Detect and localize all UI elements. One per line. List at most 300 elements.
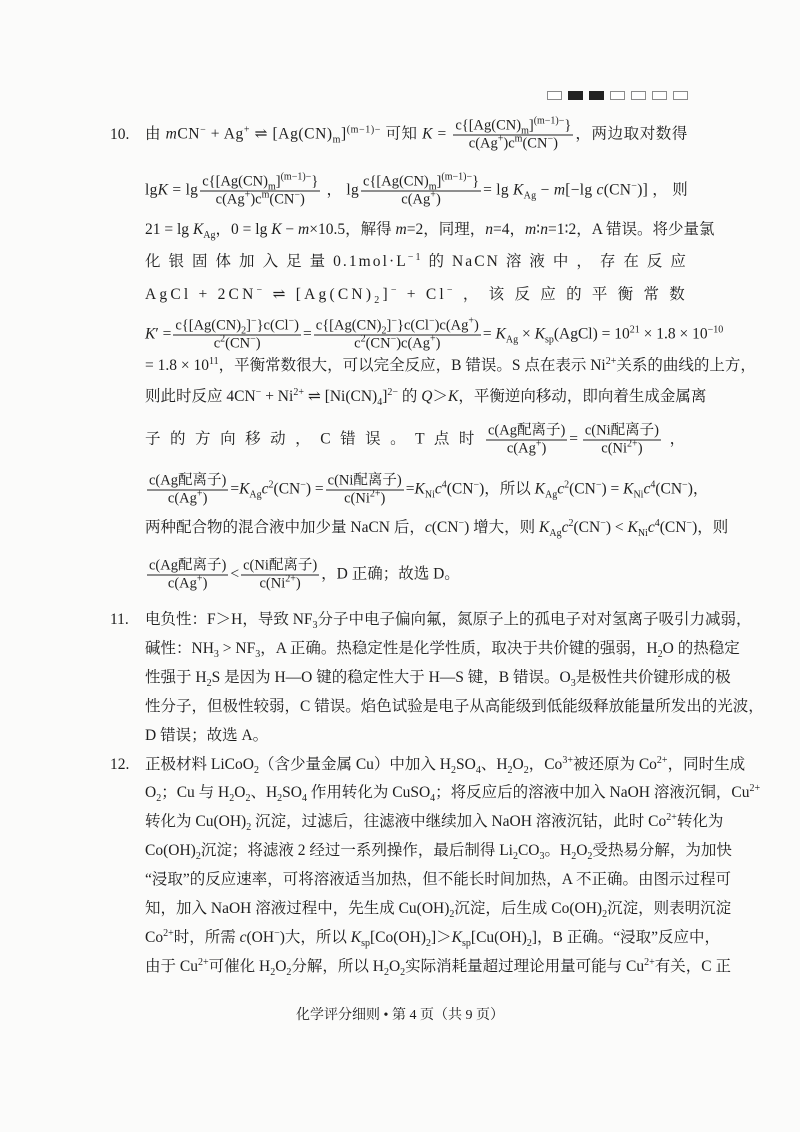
text-line (145, 697, 764, 717)
text-run: =2，同理， (406, 221, 486, 238)
text-run: c(Ag (215, 191, 245, 208)
fraction (326, 473, 404, 508)
subscript: 3 (539, 851, 545, 863)
text-run: =4， (492, 221, 525, 238)
text-run: ) (294, 317, 300, 334)
text-run: c(Ni (344, 490, 370, 507)
fraction (147, 558, 228, 593)
text-run: 实际消耗量超过理论用量可能与 Cu (405, 957, 645, 975)
superscript: − (250, 315, 257, 327)
fraction (147, 473, 228, 508)
text-run: c(Ag配离子) (487, 422, 566, 439)
text-run: 的 (398, 388, 422, 405)
superscript: − (595, 479, 602, 491)
text-run: =1∶2，A 错误。将少量氯 (547, 221, 715, 238)
subscript: 2 (245, 793, 251, 805)
text-run: ∶ (536, 221, 541, 238)
subscript: m (332, 134, 341, 146)
subscript: Ni (633, 489, 644, 501)
text-run: c(Ni (601, 440, 628, 457)
text-run: [Co(OH) (370, 928, 426, 946)
text-run: c{[Ag(CN) (175, 317, 242, 334)
text-run: SO (282, 784, 302, 802)
subscript: 2 (246, 822, 252, 834)
text-run: ， 该 反 应 的 平 衡 常 数 (455, 286, 689, 303)
text-run: ，D 正确；故选 D。 (321, 565, 460, 583)
page-footer: 化学评分细则 • 第 4 页（共 9 页） (296, 1008, 504, 1023)
fraction-denominator (147, 490, 228, 508)
text-run: 关系的曲线的上方， (616, 357, 756, 374)
text-run: 化 银 固 体 加 入 足 量 0.1mol·L (145, 253, 408, 270)
fraction (486, 423, 567, 458)
text-run: O (512, 755, 524, 773)
superscript: (m−1)− (280, 171, 312, 183)
text-run: ⇌ [Ag(CN) (265, 286, 375, 303)
text-run: )大，所以 (279, 928, 351, 946)
superscript: − (250, 333, 256, 345)
subscript: 2 (602, 909, 608, 921)
subscript: 2 (229, 793, 235, 805)
subscript: 4 (377, 397, 383, 409)
math-variable: K (422, 125, 434, 143)
text-run: O (234, 784, 246, 802)
text-run: 有关，C 正 (654, 957, 731, 975)
subscript: 2 (277, 793, 283, 805)
superscript: 2+ (197, 956, 209, 968)
superscript: (m−1)− (533, 115, 565, 127)
text-run: ) (637, 440, 643, 457)
text-run: ] (341, 125, 347, 143)
math-variable: m (298, 221, 310, 238)
math-variable: c (261, 480, 269, 498)
math-variable: K (145, 325, 156, 343)
text-run: ⇌ [Ni(CN) (303, 388, 378, 405)
subscript: m (521, 125, 529, 137)
subscript: 2 (286, 966, 292, 978)
text-run: }c(Cl (256, 317, 289, 334)
text-run: c{[Ag(CN) (363, 173, 429, 190)
text-run: ) = (305, 480, 324, 498)
superscript: + (430, 333, 436, 345)
fraction (361, 171, 481, 209)
text-run: (CN (522, 135, 548, 152)
fraction-numerator (241, 558, 319, 575)
subscript: Ag (505, 334, 519, 346)
superscript: 3+ (562, 754, 573, 766)
text-run: ) (299, 191, 305, 208)
math-variable: K (627, 519, 638, 536)
fraction-denominator (486, 440, 567, 458)
subscript: sp (361, 937, 371, 949)
math-variable: K (239, 480, 250, 498)
superscript: − (631, 180, 638, 192)
text-run: ；将反应后的溶液中加入 NaOH 溶液沉铜，Cu (435, 784, 750, 802)
text-run: D 错误；故选 A。 (145, 726, 269, 744)
text-line (145, 252, 688, 272)
fraction (583, 423, 661, 458)
fraction-numerator (200, 171, 320, 193)
text-run: } (472, 173, 480, 190)
text-run: c(Ag (468, 135, 498, 152)
superscript: − (200, 124, 207, 136)
text-run: ，平衡常数很大，可以完全反应，B 错误。S 点在表示 Ni (218, 357, 606, 374)
superscript: + (430, 189, 436, 201)
superscript: − (255, 386, 262, 398)
superscript: 2 (220, 333, 226, 345)
text-run: 由于 Cu (145, 957, 198, 975)
superscript: 21 (629, 324, 640, 336)
superscript: 2+ (749, 783, 761, 795)
superscript: 2+ (163, 927, 174, 939)
fraction-denominator (583, 440, 661, 458)
text-run: O (275, 957, 287, 975)
fraction-numerator (147, 473, 228, 490)
math-variable: K (192, 221, 204, 238)
superscript: m (261, 189, 270, 201)
text-run: ， lg (322, 181, 360, 199)
text-run: (CN (365, 335, 391, 352)
text-line (145, 423, 688, 458)
progress-mark (547, 91, 562, 100)
text-run: )] ， 则 (637, 181, 688, 199)
text-run: = (405, 480, 415, 498)
text-run: c(Ni配离子) (327, 472, 402, 489)
fraction-numerator (583, 423, 661, 440)
text-run: 。H (544, 842, 572, 860)
text-run: ，同时生成 (667, 755, 746, 773)
subscript: sp (462, 937, 471, 949)
text-run: c(Ni配离子) (584, 422, 659, 439)
text-run: ) (295, 575, 301, 592)
text-run: ， (662, 430, 688, 448)
text-run: “浸取”的反应速率，可将溶液适当加热，但不能长时间加热，A 不正确。由图示过程可 (145, 871, 731, 889)
math-variable: K (451, 928, 462, 946)
subscript: 2 (241, 325, 247, 337)
text-run: ；Cu 与 H (161, 784, 230, 802)
subscript: 3 (312, 620, 318, 632)
subscript: 4 (301, 793, 307, 805)
fraction-denominator (200, 191, 320, 209)
subscript: 2 (587, 851, 593, 863)
text-run: 沉淀，过滤后，往滤液中继续加入 NaOH 溶液沉钴，此时 Co (251, 813, 667, 831)
math-variable: K (534, 325, 545, 343)
text-run: ) (435, 335, 441, 352)
text-run: ] (528, 117, 534, 134)
text-run: O (145, 784, 157, 802)
superscript: − (390, 333, 397, 345)
text-run: ) (541, 440, 547, 457)
subscript: 3 (213, 648, 219, 660)
subscript: 2 (400, 966, 406, 978)
text-run: (CN (225, 335, 251, 352)
text-run: − (536, 181, 554, 199)
subscript: Ag (249, 489, 262, 501)
text-line (145, 610, 752, 630)
subscript: 2 (270, 966, 276, 978)
text-run: ) (435, 191, 441, 208)
text-run: 作用转化为 CuSO (306, 784, 431, 802)
text-run: ) 增大，则 (464, 519, 540, 536)
text-run: (CN (431, 519, 459, 536)
text-line (145, 220, 714, 240)
math-variable: c (643, 480, 651, 498)
superscript: − (256, 284, 266, 296)
text-run: SO (455, 755, 476, 773)
superscript: + (497, 133, 504, 145)
text-run: = (569, 430, 581, 448)
text-run: ] (382, 286, 391, 303)
text-run: ) (255, 335, 261, 352)
text-run: ) < (605, 519, 628, 536)
text-run: (CN (573, 519, 601, 536)
text-run: (CN (569, 480, 596, 498)
superscript: −10 (707, 324, 724, 336)
text-run: [Cu(OH) (470, 928, 527, 946)
text-run: = lg (168, 181, 199, 199)
math-variable: c (557, 480, 565, 498)
math-variable: n (540, 221, 548, 238)
fraction-numerator (361, 171, 481, 193)
text-run: O (388, 957, 401, 975)
math-variable: Q (421, 388, 433, 405)
text-run: ，两边取对数得 (575, 125, 688, 143)
text-line (145, 870, 731, 890)
math-variable: K (534, 480, 545, 498)
superscript: − (458, 517, 465, 529)
text-run: )c(Ag (396, 335, 431, 352)
question-number: 12. (110, 755, 130, 773)
question-number: 11. (110, 611, 129, 628)
text-run: 时，所需 (173, 928, 240, 946)
text-run: ] (386, 317, 392, 334)
text-run: 可催化 H (208, 957, 271, 975)
text-line (145, 315, 724, 353)
subscript: 2 (206, 677, 212, 689)
text-run: c{[Ag(CN) (315, 317, 382, 334)
fraction-numerator (453, 115, 573, 137)
math-variable: K (513, 181, 524, 199)
superscript: 2+ (293, 386, 304, 398)
text-run: c{[Ag(CN) (202, 173, 268, 190)
fraction-denominator (453, 135, 573, 153)
subscript: m (428, 181, 437, 193)
superscript: + (244, 189, 251, 201)
text-run: (CN (655, 480, 683, 498)
math-variable: n (485, 221, 493, 238)
superscript: − (428, 315, 435, 327)
subscript: m (267, 181, 276, 193)
text-run: ，0 = lg (215, 221, 272, 238)
text-line (145, 755, 745, 775)
text-line (145, 171, 688, 209)
text-run: 沉淀；将滤液 2 经过一系列操作，最后制得 Li (200, 842, 513, 860)
superscript: − (274, 927, 280, 939)
math-variable: K (414, 480, 425, 498)
progress-mark (631, 91, 646, 100)
superscript: − (391, 315, 397, 327)
math-variable: K (271, 221, 282, 238)
subscript: 4 (475, 764, 481, 776)
superscript: 2+ (656, 754, 668, 766)
text-line (145, 639, 740, 659)
text-run: ，A 正确。热稳定性是化学性质，取决于共价键的强弱，H (260, 639, 658, 657)
text-line (145, 957, 731, 977)
text-run: (CN (659, 519, 687, 536)
text-run: 性强于 H (145, 668, 207, 686)
text-run: (CN (273, 480, 301, 498)
text-run: ⇌ [Ag(CN) (250, 125, 333, 143)
text-run: (AgCl) = 10 (553, 325, 630, 343)
superscript: − (288, 315, 295, 327)
text-run: ) (202, 575, 208, 592)
text-run: < (230, 565, 240, 583)
text-run: ＞ (432, 388, 449, 405)
text-run: 21 = lg (145, 221, 193, 238)
page-progress-marks (547, 91, 688, 100)
math-variable: c (596, 181, 604, 199)
superscript: + (243, 124, 251, 136)
superscript: 2 (564, 479, 570, 491)
text-run: c(Ag (506, 440, 536, 457)
text-run: 转化为 (676, 813, 724, 831)
text-run: (CN (446, 480, 474, 498)
superscript: 2+ (644, 956, 655, 968)
progress-mark (673, 91, 688, 100)
text-run: c(Ag配离子) (149, 557, 227, 574)
superscript: + (196, 488, 203, 500)
text-run: (CN (603, 181, 632, 199)
text-run: ) (553, 135, 558, 152)
superscript: + (535, 438, 542, 450)
text-run: [−lg (565, 181, 597, 199)
text-run: O 的热稳定 (662, 639, 740, 657)
text-run: 两种配合物的混合液中加少量 NaCN 后， (145, 519, 425, 536)
superscript: + (468, 315, 475, 327)
fraction (241, 558, 319, 593)
fraction-denominator (241, 575, 319, 593)
text-run: ) (380, 490, 386, 507)
text-line (145, 115, 688, 153)
text-run: Co (145, 928, 164, 946)
text-run: Co(OH) (145, 842, 196, 860)
text-run: CO (517, 842, 540, 860)
text-line (145, 899, 731, 919)
math-variable: K (448, 388, 459, 405)
text-run: lg (145, 181, 158, 199)
superscript: 2+ (369, 488, 381, 500)
subscript: 2 (195, 851, 201, 863)
text-line (145, 928, 720, 948)
superscript: 4 (650, 479, 656, 491)
subscript: sp (544, 334, 554, 346)
text-run: 则此时反应 4CN (145, 388, 256, 405)
fraction-numerator (486, 423, 567, 440)
subscript: 2 (523, 764, 529, 776)
subscript: 2 (450, 764, 456, 776)
math-variable: K (539, 519, 550, 536)
text-run: ] (436, 173, 442, 190)
superscript: + (196, 573, 203, 585)
text-run: = 1.8 × 10 (145, 357, 209, 374)
text-run: ×10.5，解得 (309, 221, 396, 238)
subscript: 3 (570, 677, 576, 689)
text-run: O (576, 842, 588, 860)
text-run: } (564, 117, 572, 134)
text-run: + Cl (399, 286, 447, 303)
text-line (145, 518, 728, 538)
text-run: ] (246, 317, 251, 334)
text-run: × (518, 325, 535, 343)
superscript: − (686, 517, 693, 529)
text-run: ] (382, 388, 388, 405)
text-line (145, 285, 688, 305)
superscript: (m−1)− (346, 124, 381, 136)
superscript: 2+ (627, 438, 638, 450)
text-run: = (482, 325, 496, 343)
subscript: 2 (383, 966, 389, 978)
subscript: 2 (526, 937, 532, 949)
fraction-numerator (173, 315, 301, 337)
text-run: )，则 (692, 519, 729, 536)
text-run: （含少量金属 Cu）中加入 H (258, 755, 451, 773)
text-run: 受热易分解，为加快 (592, 842, 732, 860)
math-variable: m (165, 125, 178, 143)
subscript: 2 (571, 851, 577, 863)
subscript: 2 (507, 764, 513, 776)
superscript: 2 (360, 333, 366, 345)
text-run: 是极性共价键形成的极 (575, 668, 731, 686)
superscript: − (390, 284, 400, 296)
text-run: CN (177, 125, 201, 143)
math-variable: K (623, 480, 634, 498)
subscript: 2 (449, 909, 455, 921)
superscript: − (446, 284, 456, 296)
text-run: c(Ag配离子) (149, 472, 227, 489)
math-variable: K (157, 181, 169, 199)
text-line (145, 668, 731, 688)
text-line (145, 783, 760, 803)
text-run: > NF (218, 639, 256, 657)
subscript: Ni (424, 489, 435, 501)
superscript: 2+ (285, 573, 296, 585)
text-line (145, 558, 460, 593)
text-run: c (213, 335, 221, 352)
text-line (145, 726, 268, 746)
text-run: 沉淀，则表明沉淀 (607, 900, 732, 917)
text-run: ′ = (155, 325, 172, 343)
superscript: 2 (268, 479, 274, 491)
text-run: c(Ag (167, 490, 197, 507)
text-run: × 1.8 × 10 (639, 325, 708, 343)
superscript: − (473, 479, 480, 491)
text-run: 知，加入 NaOH 溶液过程中，先生成 Cu(OH) (145, 900, 450, 917)
text-run: 由 (145, 125, 166, 143)
superscript: 4 (654, 517, 660, 529)
superscript: − (300, 479, 306, 491)
text-run: 性分子，但极性较弱，C 错误。焰色试验是电子从高能级到低能级释放能量所发出的光波， (145, 697, 764, 715)
superscript: −1 (407, 251, 423, 263)
math-variable: K (350, 928, 362, 946)
text-run: 的 NaCN 溶 液 中 ， 存 在 反 应 (422, 253, 689, 270)
fraction (200, 171, 320, 209)
subscript: 3 (255, 648, 261, 660)
progress-mark (610, 91, 625, 100)
subscript: 4 (430, 793, 436, 805)
text-run: 分解，所以 H (291, 957, 384, 975)
subscript: Ag (203, 230, 216, 242)
progress-mark (652, 91, 667, 100)
text-line (145, 473, 708, 508)
